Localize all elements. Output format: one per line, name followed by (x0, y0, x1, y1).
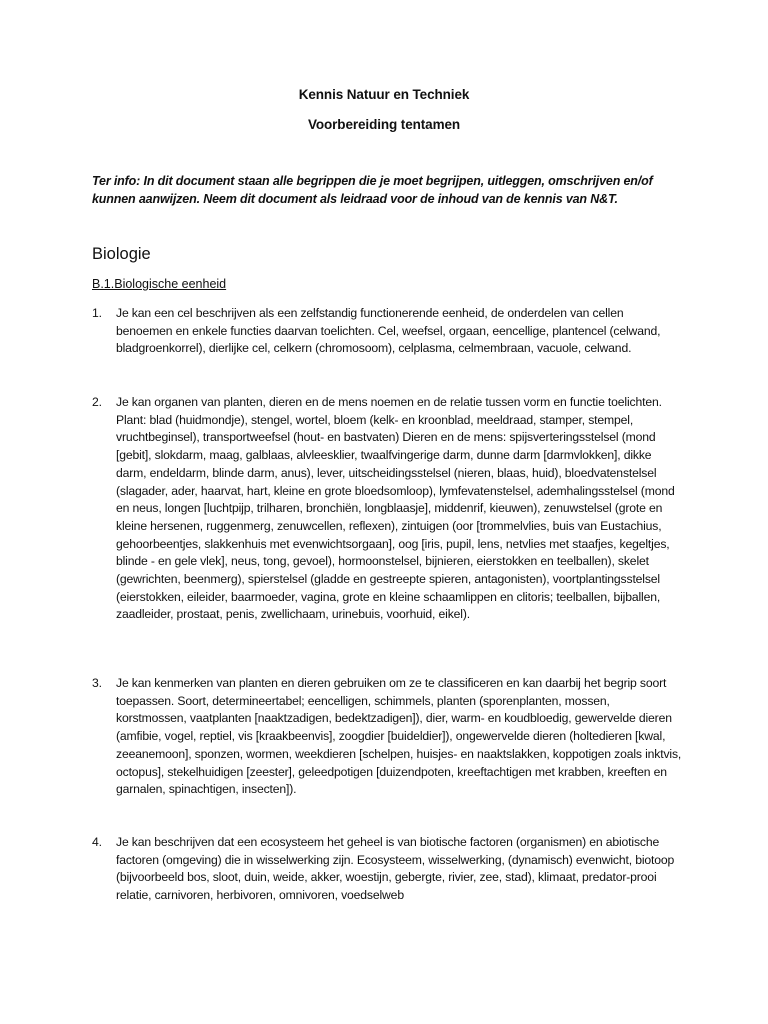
document-subtitle: Voorbereiding tentamen (307, 117, 461, 132)
list-item-number: 4. (92, 835, 102, 849)
section-heading: Biologie (92, 245, 151, 263)
intro-paragraph: Ter info: In dit document staan alle begrippen die je moet begrijpen, uitleggen, omschrijven en/of kunnen aanwijzen. Neem dit document als leidraad voor de inhoud van de kennis van N&T. (92, 174, 653, 206)
list-item-number: 2. (92, 395, 102, 409)
list-item-number: 1. (92, 306, 102, 320)
list-item-text: Je kan beschrijven dat een ecosysteem het geheel is van biotische factoren (organismen) en abiotische factoren (omgeving) die in wisselwerking zijn. Ecosysteem, wisselwerking, (dynamisch) evenwicht, biotoop (bijvoorbeeld bos, sloot, duin, weide, akker, woestijn, gebergte, rivier, zee, stad), klimaat, predator-prooi relatie, carnivoren, herbivoren, omnivoren, voedselweb (116, 835, 675, 903)
list-item-number: 3. (92, 676, 102, 690)
document-title: Kennis Natuur en Techniek (298, 87, 470, 102)
list-item-text: Je kan een cel beschrijven als een zelfstandig functionerende eenheid, de onderdelen van cellen benoemen en enkele functies daarvan toelichten. Cel, weefsel, orgaan, eencellige, plantencel (celwand, bladgroenkorrel), dierlijke cel, celkern (chromosoom), celplasma, celmembraan, vacuole, celwand. (116, 306, 661, 356)
list-item-text: Je kan kenmerken van planten en dieren gebruiken om ze te classificeren en kan daarbij het begrip soort toepassen. Soort, determineertabel; eencelligen, schimmels, planten (sporenplanten, mossen, korstmossen, vaatplanten [naaktzadigen, bedektzadigen]), dier, warm- en koudbloedig, gewervelde dieren (amfibie, vogel, reptiel, vis [kraakbeenvis], zoogdier [buideldier]), ongewervelde dieren (holtedieren [kwal, zeeanemoon], sponzen, wormen, weekdieren [schelpen, huisjes- en naaktslakken, koppotigen zoals inktvis, octopus], stekelhuidigen [zeester], geleedpotigen [duizendpoten, kreeftachtigen met krabben, kreeften en garnalen, spinachtigen, insecten]). (116, 676, 682, 797)
subsection-heading: B.1.Biologische eenheid (92, 277, 227, 291)
list-item-text: Je kan organen van planten, dieren en de mens noemen en de relatie tussen vorm en functie toelichten. Plant: blad (huidmondje), stengel, wortel, bloem (kelk- en kroonblad, meeldraad, stamper, stempel, vruchtbeginsel), transportweefsel (hout- en bastvaten) Dieren en de mens: spijsverteringsstelsel (mond [gebit], slokdarm, maag, galblaas, alvleesklier, twaalfvingerige darm, dunne darm [darmvlokken], dikke darm, endeldarm, blinde darm, anus), lever, uitscheidingsstelsel (nieren, blaas, huid), bloedvatenstelsel (slagader, ader, haarvat, hart, kleine en grote bloedsomloop), lymfevatenstelsel, ademhalingsstelsel (mond en neus, longen [luchtpijp, trilharen, bronchiën, longblaasje], middenrif, kieuwen), zenuwstelsel (grote en kleine hersenen, ruggenmerg, zenuwcellen, reflexen), zintuigen (oor [trommelvlies, buis van Eustachius, gehoorbeentjes, slakkenhuis met evenwichtsorgaan], oog [iris, pupil, lens, netvlies met staafjes, kegeltjes, blinde - en gele vlek], neus, tong, gevoel), hormoonstelsel, bijnieren, eierstokken en teelballen), skelet (gewrichten, beenmerg), spierstelsel (gladde en gestreepte spieren, antagonisten), voortplantingsstelsel (eierstokken, eileider, baarmoeder, vagina, grote en kleine schaamlippen en clitoris; teelballen, bijballen, zaadleider, prostaat, penis, zwellichaam, urinebuis, voorhuid, eikel). (116, 395, 675, 622)
